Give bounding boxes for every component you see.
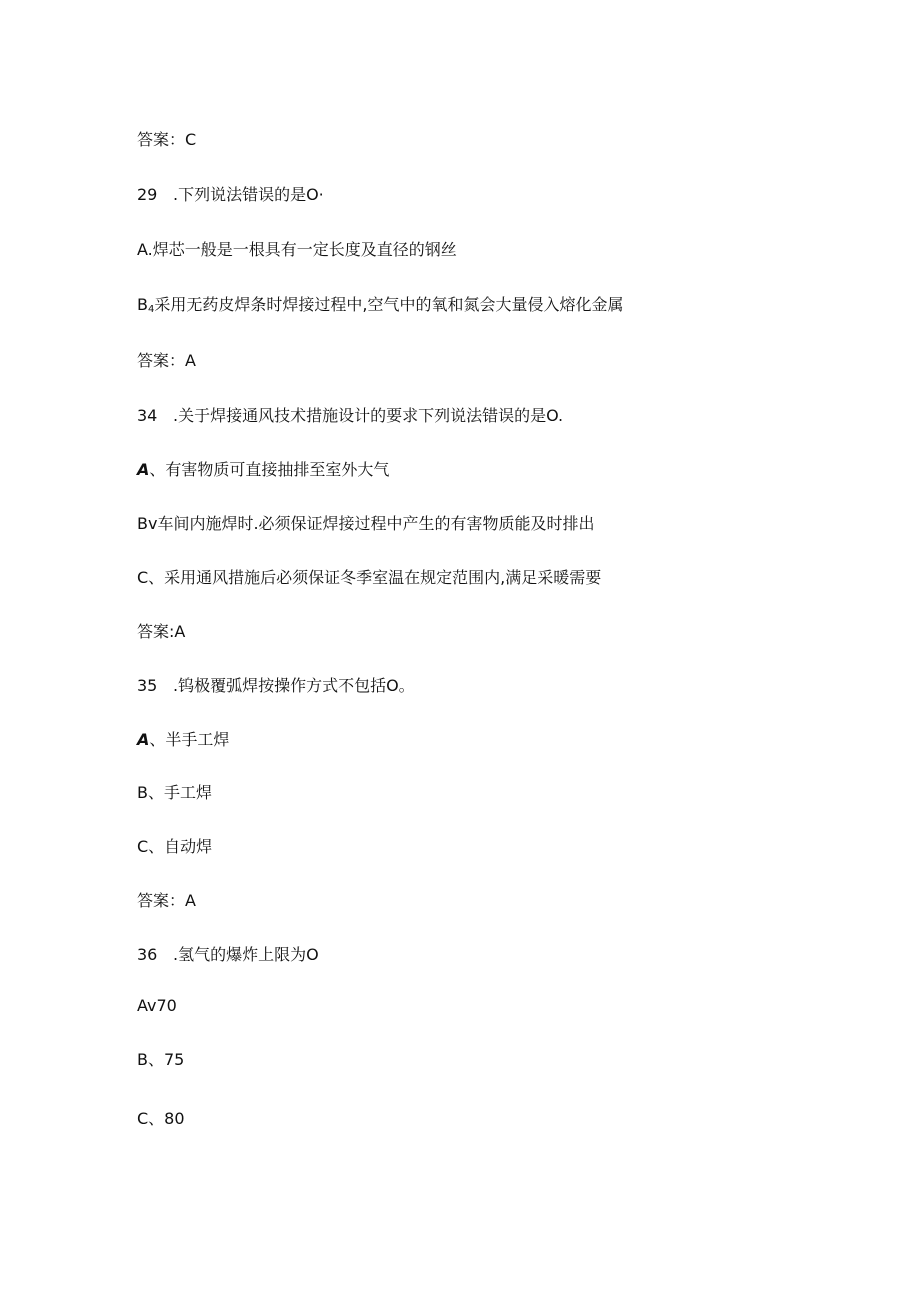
- question-number: 35: [137, 676, 158, 695]
- answer-text: 答案：A: [137, 351, 196, 370]
- answer-line: [137, 130, 196, 150]
- option-a: [137, 996, 177, 1016]
- option-prefix: A: [137, 730, 150, 749]
- option-text: Av70: [137, 996, 177, 1015]
- question-text: .氢气的爆炸上限为O: [173, 945, 319, 964]
- option-a: [137, 460, 389, 480]
- option-b: [137, 783, 212, 803]
- option-b: [137, 1050, 184, 1070]
- option-text: B、手工焊: [137, 783, 212, 802]
- option-c: [137, 837, 212, 857]
- option-b: [137, 514, 595, 534]
- option-c: [137, 1109, 185, 1129]
- question-29: [137, 185, 324, 205]
- answer-line: [137, 891, 196, 911]
- answer-text: 答案:A: [137, 622, 186, 641]
- option-text: B、75: [137, 1050, 185, 1069]
- question-text: .下列说法错误的是O·: [173, 185, 324, 204]
- option-prefix: B: [137, 295, 148, 314]
- option-text: 、半手工焊: [149, 730, 230, 749]
- option-text: 采用无药皮焊条时焊接过程中,空气中的氧和氮会大量侵入熔化金属: [154, 295, 624, 314]
- option-text: C、采用通风措施后必须保证冬季室温在规定范围内,满足采暖需要: [137, 568, 602, 587]
- option-a: [137, 240, 457, 260]
- option-text: C、自动焊: [137, 837, 213, 856]
- answer-line: [137, 622, 185, 642]
- option-c: [137, 568, 601, 588]
- question-number: 29: [137, 185, 158, 204]
- question-34: [137, 406, 563, 426]
- question-number: 36: [137, 945, 158, 964]
- option-a: [137, 730, 229, 750]
- option-text: A.焊芯一般是一根具有一定长度及直径的钢丝: [137, 240, 457, 259]
- question-number: 34: [137, 406, 158, 425]
- question-text: .钨极覆弧焊按操作方式不包括O。: [173, 676, 415, 695]
- option-text: Bv车间内施焊时.必须保证焊接过程中产生的有害物质能及时排出: [137, 514, 595, 533]
- answer-text: 答案：C: [137, 130, 197, 149]
- question-35: [137, 676, 415, 696]
- option-text: 、有害物质可直接抽排至室外大气: [149, 460, 390, 479]
- option-text: C、80: [137, 1109, 185, 1128]
- option-prefix: A: [137, 460, 150, 479]
- answer-line: [137, 351, 196, 371]
- option-b: [137, 295, 623, 320]
- answer-text: 答案：A: [137, 891, 196, 910]
- option-subscript: 4: [147, 304, 155, 315]
- question-text: .关于焊接通风技术措施设计的要求下列说法错误的是O.: [173, 406, 564, 425]
- question-36: [137, 945, 319, 965]
